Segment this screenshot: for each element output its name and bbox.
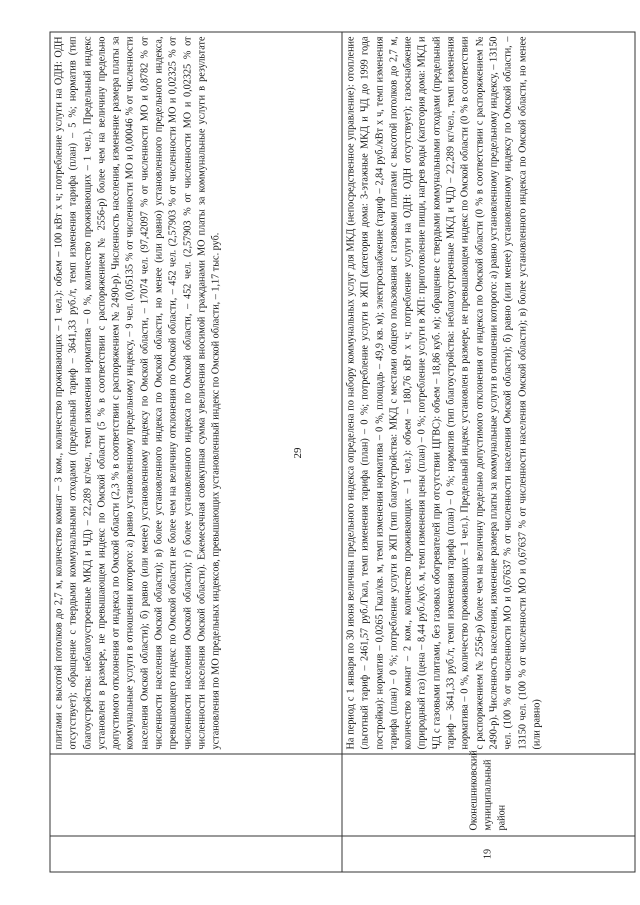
- description-text: плитами с высотой потолков до 2,7 м, количество комнат – 3 ком., количество проживающих – 1 чел.): объем – 100 кВт х ч; потребление услуги на ОДН: ОДН отсутствует); обращение с твердыми коммунальными отходами (предельный тариф – 3641,33 руб./т, темп изменения тарифа (план) – 5 %; норматив (тип благоустройства: неблагоустроенные МКД и ЧД) – 22,289 кг/чел., темп изменения норматива – 0 %, количество проживающих – 1 чел.). Предельный индекс установлен в размере, не превышающем индекс по Омской области (5 % в соответствии с распоряжением № 2556-р) более чем на величину предельно допустимого отклонения от индекса по Омской области (2,3 % в соответствии с распоряжением № 2490-р). Численность населения, изменение размера платы за коммунальные услуги в отношении которого: а) равно установленному предельному индексу, – 9 чел. (0,05135 % от численности МО и 0,00046 % от численности населения Омской области); б) равно (или менее) установленному индексу по Омской области, – 17074 чел. (97,42097 % от численности МО и 0,8782 % от численности населения Омской области); в) более установленного индекса по Омской области, но менее (или равно) установленного предельного индекса, превышающего индекс по Омской области не более чем на величину отклонения по Омской области, – 452 чел. (2,57903 % от численности МО и 0,02325 % от численности населения Омской области); г) более установленного индекса по Омской области, – 452 чел. (2,57903 % от численности МО и 0,02325 % от численности населения Омской области). Ежемесячная совокупная сумма увеличения вносимой гражданами МО платы за коммунальные услуги в результате установления по МО предельных индексов, превышающих установленный индекс по Омской области, – 1,17 тыс. руб.: [53, 36, 222, 750]
- description-text: На период с 1 января по 30 июня величина предельного индекса определена по набору коммунальных услуг для МКД (непосредственное управление): отопление (льготный тариф – 2461,57 руб./Гкал, темп изменения тарифа (план) – 0 %; потребление услуги в ЖП (категория дома: 3-этажные МКД и ЧД до 1999 года постройки): норматив – 0,0265 Гкал/кв. м, темп изменения норматива – 0 %, площадь – 49,9 кв. м); электроснабжение (тариф – 2,84 руб./кВт х ч, темп изменения тарифа (план) – 0 %; потребление услуги в ЖП (тип благоустройства: МКД с местами общего пользования с газовыми плитами с высотой потолков до 2,7 м, количество комнат – 2 ком., количество проживающих – 1 чел.): объем – 180,76 кВт х ч; потребление услуги на ОДН: ОДН отсутствует); газоснабжение (природный газ) (цена – 8,44 руб./куб. м, темп изменения цены (план) – 0 %; потребление услуги в ЖП: приготовление пищи, нагрев воды (категория дома: МКД и ЧД с газовыми плитами, без газовых обогревателей при отсутствии ЦГВС): объем – 18,86 куб. м); обращение с твердыми коммунальными отходами (предельный тариф – 3641,33 руб./т, темп изменения тарифа (план) – 0 %; норматив (тип благоустройства: неблагоустроенные МКД и ЧД) – 22,289 кг/чел., темп изменения норматива – 0 %, количество проживающих – 1 чел.). Предельный индекс установлен в размере, не превышающем индекс по Омской области (0 % в соответствии с распоряжением № 2556-р) более чем на величину предельно допустимого отклонения от индекса по Омской области (0 % в соответствии с распоряжением № 2490-р). Численность населения, изменение размера платы за коммунальные услуги в отношении которого: а) равно установленному предельному индексу, – 13150 чел. (100 % от численности МО и 0,67637 % от численности населения Омской области); б) равно (или менее) установленному индексу по Омской области, – 13150 чел. (100 % от численности МО и 0,67637 % от численности населения Омской области); в) более установленного индекса по Омской области, но менее (или равно): [345, 36, 543, 750]
- municipality-name-cell: Оконешниковский муниципальный район: [342, 754, 635, 836]
- page-number: 29: [292, 447, 304, 459]
- table-row: [342, 32, 635, 872]
- description-cell: [342, 32, 635, 754]
- row-number-cell: 19: [342, 836, 635, 872]
- row-number-cell: [50, 836, 342, 872]
- municipality-name-cell: [50, 754, 342, 836]
- document-table: [50, 32, 636, 873]
- description-cell: [50, 32, 342, 754]
- document-table-container: [50, 33, 635, 873]
- table-row: [50, 32, 342, 872]
